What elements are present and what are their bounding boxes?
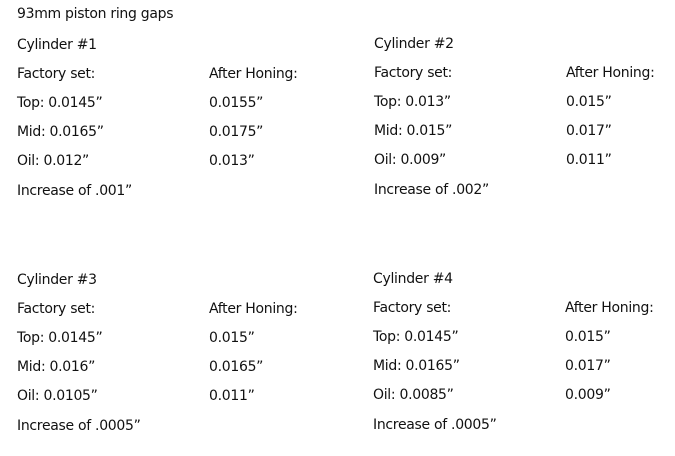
oil-ring-factory: Oil: 0.012” [17, 153, 89, 169]
cylinder-2-block [374, 35, 675, 215]
cylinder-heading: Cylinder #4 [373, 271, 453, 287]
cylinder-3-block [17, 271, 337, 451]
top-ring-after: 0.015” [209, 330, 255, 346]
mid-ring-after: 0.0175” [209, 124, 264, 140]
cylinder-4-block [373, 270, 675, 450]
oil-ring-factory: Oil: 0.0105” [17, 388, 98, 404]
oil-ring-factory: Oil: 0.0085” [373, 387, 454, 403]
oil-ring-after: 0.011” [566, 152, 612, 168]
page-title: 93mm piston ring gaps [17, 6, 174, 22]
oil-ring-after: 0.013” [209, 153, 255, 169]
mid-ring-factory: Mid: 0.0165” [17, 124, 104, 140]
mid-ring-factory: Mid: 0.0165” [373, 358, 460, 374]
top-ring-after: 0.015” [565, 329, 611, 345]
factory-set-label: Factory set: [373, 300, 452, 316]
after-honing-label: After Honing: [565, 300, 654, 316]
cylinder-heading: Cylinder #3 [17, 272, 97, 288]
mid-ring-after: 0.017” [566, 123, 612, 139]
oil-ring-after: 0.009” [565, 387, 611, 403]
after-honing-label: After Honing: [566, 65, 655, 81]
top-ring-factory: Top: 0.0145” [17, 95, 103, 111]
after-honing-label: After Honing: [209, 301, 298, 317]
mid-ring-factory: Mid: 0.016” [17, 359, 96, 375]
cylinder-heading: Cylinder #2 [374, 36, 454, 52]
factory-set-label: Factory set: [374, 65, 453, 81]
mid-ring-after: 0.0165” [209, 359, 264, 375]
increase-note: Increase of .0005” [17, 418, 141, 434]
mid-ring-factory: Mid: 0.015” [374, 123, 453, 139]
cylinder-heading: Cylinder #1 [17, 37, 97, 53]
increase-note: Increase of .002” [374, 182, 489, 198]
top-ring-factory: Top: 0.0145” [17, 330, 103, 346]
top-ring-after: 0.015” [566, 94, 612, 110]
factory-set-label: Factory set: [17, 301, 96, 317]
factory-set-label: Factory set: [17, 66, 96, 82]
oil-ring-factory: Oil: 0.009” [374, 152, 446, 168]
top-ring-factory: Top: 0.013” [374, 94, 451, 110]
after-honing-label: After Honing: [209, 66, 298, 82]
oil-ring-after: 0.011” [209, 388, 255, 404]
increase-note: Increase of .001” [17, 183, 132, 199]
mid-ring-after: 0.017” [565, 358, 611, 374]
cylinder-1-block [17, 36, 337, 216]
top-ring-factory: Top: 0.0145” [373, 329, 459, 345]
top-ring-after: 0.0155” [209, 95, 264, 111]
increase-note: Increase of .0005” [373, 417, 497, 433]
